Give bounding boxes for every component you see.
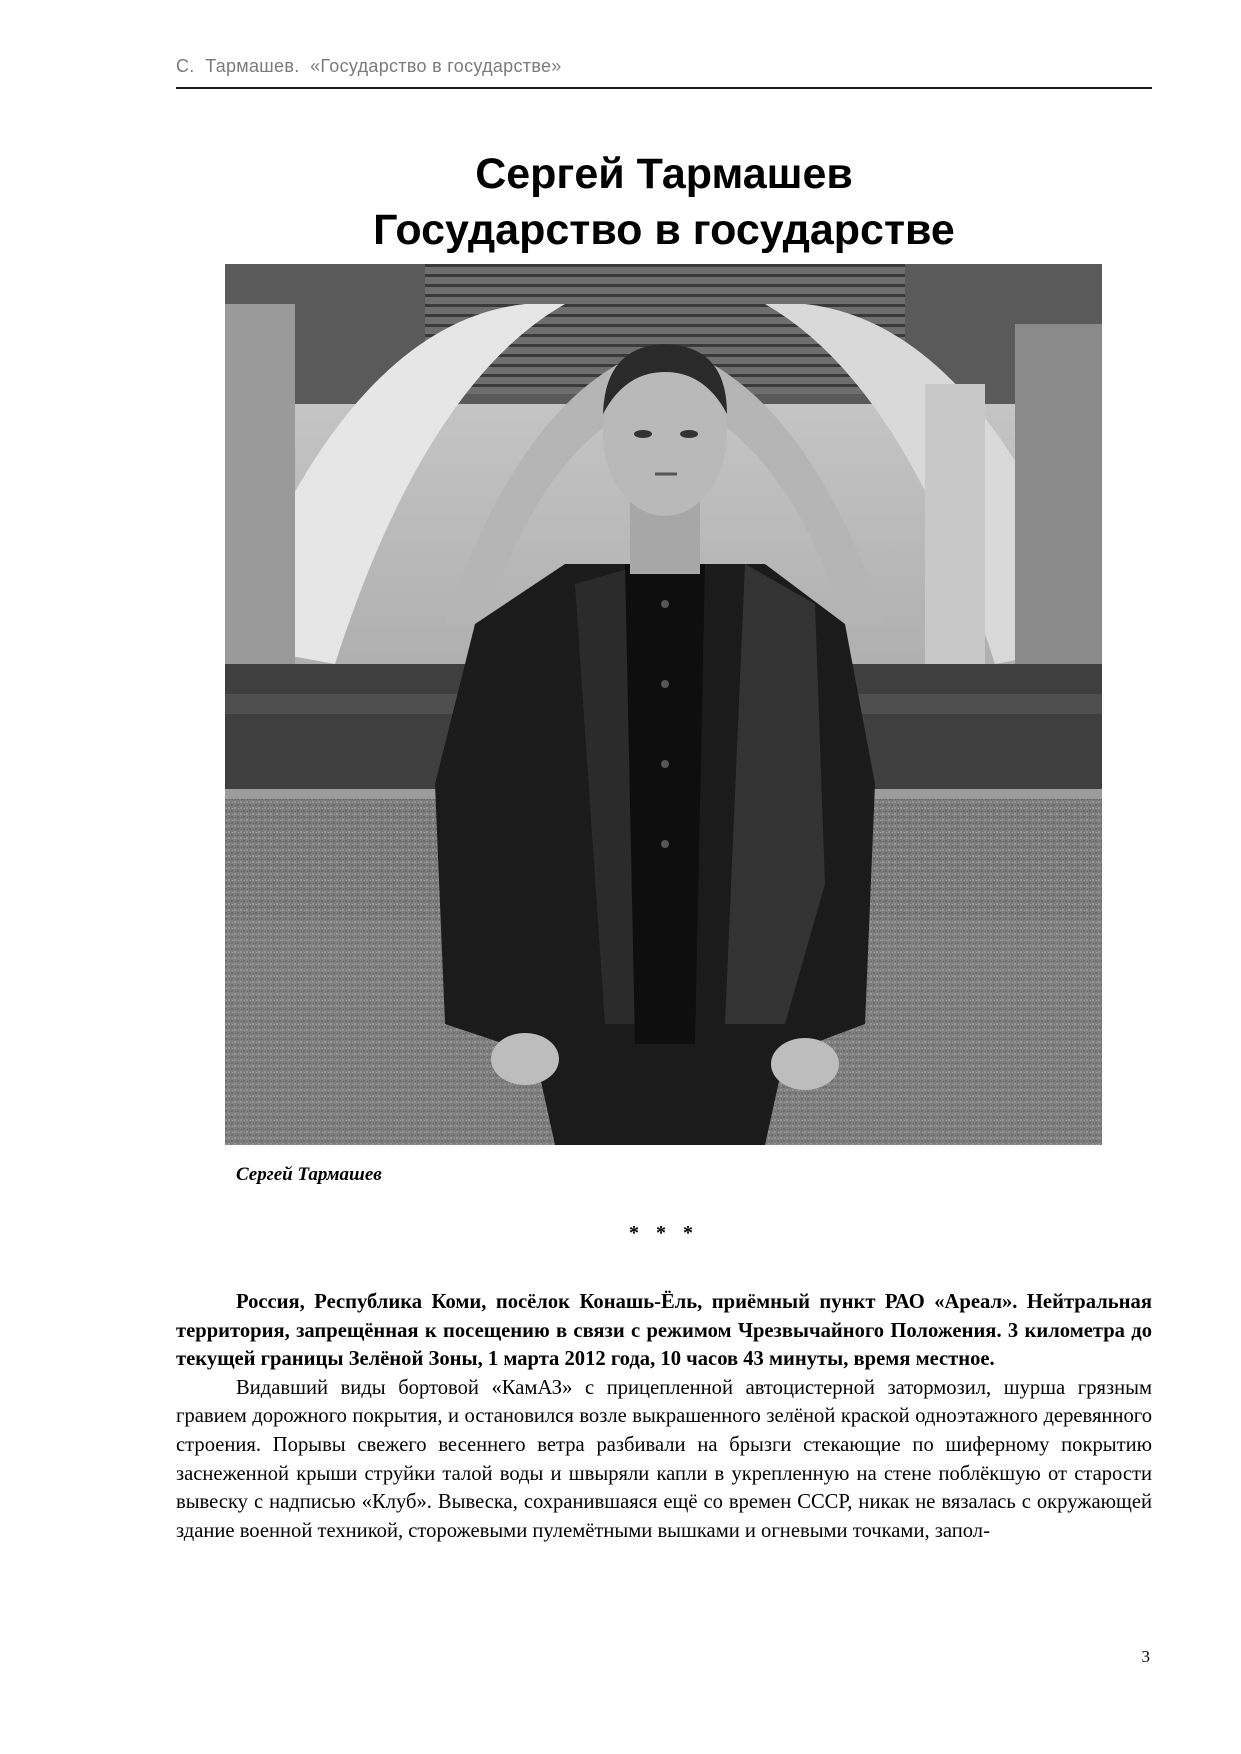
- author-photo: [225, 264, 1102, 1145]
- title-author: Сергей Тармашев: [475, 150, 853, 198]
- running-header: С. Тармашев. «Государство в государстве»: [176, 56, 562, 76]
- paragraph-setting: Россия, Республика Коми, посёлок Конашь-Ёль, приёмный пункт РАО «Ареал». Нейтральная территория, запрещённая к посещению в связи с режимом Чрезвычайного Положения. 3 километра до текущей границы Зелёной Зоны, 1 марта 2012 года, 10 часов 43 минуты, время местное.: [176, 1291, 1152, 1371]
- header-divider: [176, 87, 1152, 89]
- page-number: 3: [1141, 1647, 1150, 1666]
- photo-caption: Сергей Тармашев: [236, 1164, 382, 1185]
- title-book: Государство в государстве: [373, 206, 955, 254]
- page-title: [176, 146, 1152, 258]
- section-separator: * * *: [629, 1222, 699, 1244]
- paragraph-narrative: Видавший виды бортовой «КамАЗ» с прицепленной автоцистерной затормозил, шурша грязным гравием дорожного покрытия, и остановился возле выкрашенного зелёной краской одноэтажного деревянного строения. Порывы свежего весеннего ветра разбивали на брызги стекающие по шиферному покрытию заснеженной крыши струйки талой воды и швыряли капли в укрепленную на стене поблёкшую от старости вывеску с надписью «Клуб». Вывеска, сохранившаяся ещё со времен СССР, никак не вязалась с окружающей здание военной техникой, сторожевыми пулемётными вышками и огневыми точками, запол-: [176, 1376, 1152, 1542]
- body-text: [176, 1288, 1152, 1545]
- author-photo-icon: [225, 264, 1102, 1145]
